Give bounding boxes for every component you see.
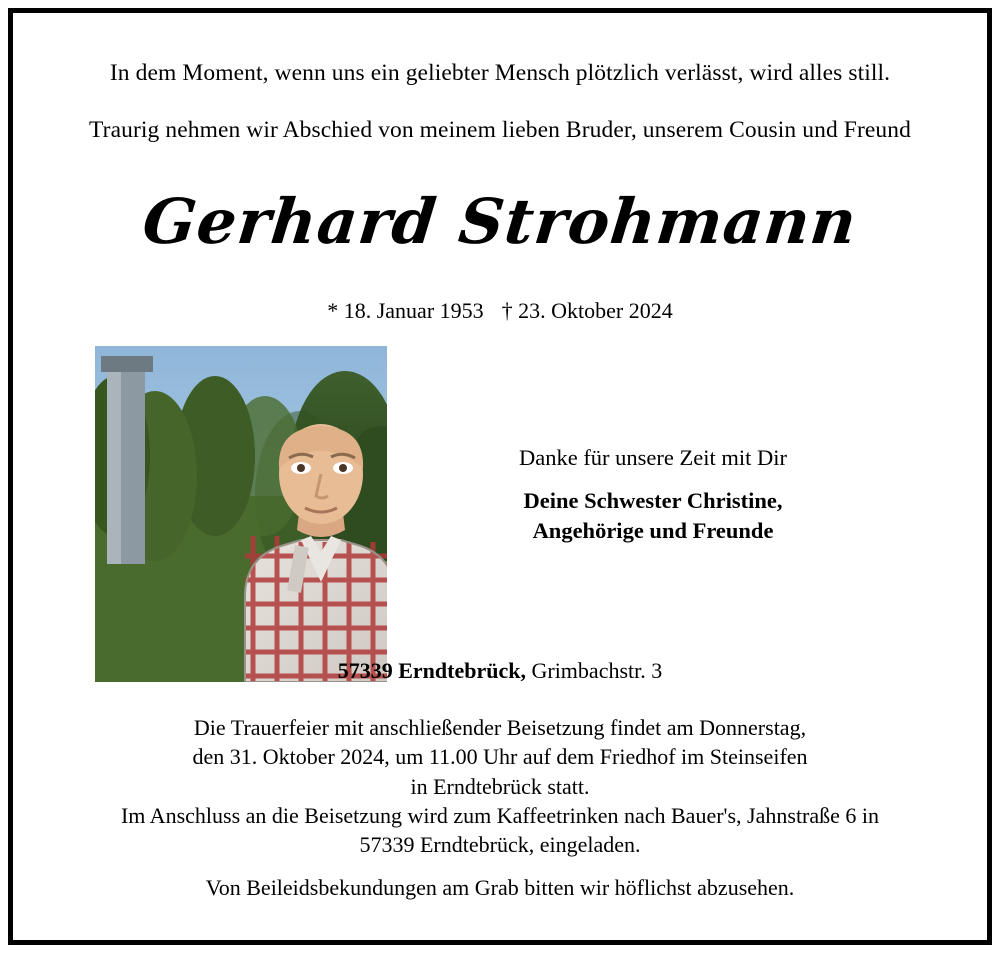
details-line-5: 57339 Erndtebrück, eingeladen. [359,832,641,857]
closing-note: Von Beileidsbekundungen am Grab bitten wir höflichst abzusehen. [205,875,795,900]
family-line-2: Angehörige und Freunde [532,518,774,544]
family-line-1: Deine Schwester Christine, [523,488,783,513]
obituary-content [13,13,987,940]
obituary-frame [8,8,992,945]
intro-line-2: Traurig nehmen wir Abschied von meinem lieben Bruder, unserem Cousin und Freund [89,117,911,143]
address-line [13,658,987,684]
ceremony-details [73,713,927,859]
birth-date: * 18. Januar 1953 [327,298,484,323]
death-date: † 23. Oktober 2024 [501,298,673,323]
life-dates [13,298,987,324]
address-street: Grimbachstr. 3 [525,658,663,683]
family-signature [413,486,893,547]
details-line-2: den 31. Oktober 2024, um 11.00 Uhr auf dem Friedhof im Steinseifen [192,744,808,770]
details-line-1: Die Trauerfeier mit anschließender Beisetzung findet am Donnerstag, [193,715,807,740]
intro-line-1: In dem Moment, wenn uns ein geliebter Mensch plötzlich verlässt, wird alles still. [109,60,891,86]
details-line-3: in Erndtebrück statt. [410,773,590,799]
address-postal-city: 57339 Erndtebrück, [337,658,526,683]
details-line-4: Im Anschluss an die Beisetzung wird zum Kaffeetrinken nach Bauer's, Jahnstraße 6 in [120,802,880,828]
thanks-text: Danke für unsere Zeit mit Dir [518,445,788,470]
deceased-name: Gerhard Strohmann [139,185,861,258]
portrait-photo [95,346,387,682]
portrait-photo-image [95,346,387,682]
